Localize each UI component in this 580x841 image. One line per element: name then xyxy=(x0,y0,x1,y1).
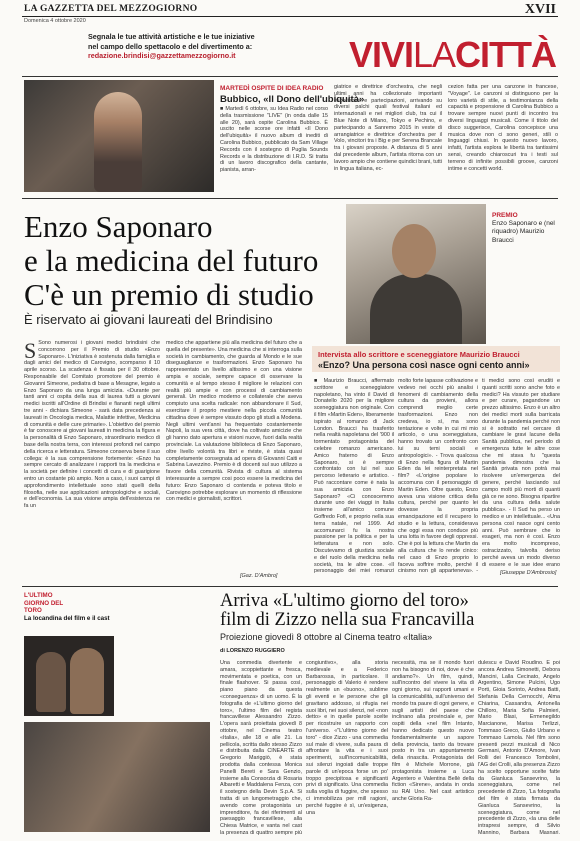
singer-figure xyxy=(94,92,142,192)
section-title-a: VIVI xyxy=(348,34,413,75)
sidebar-kicker-2: GIORNO DEL xyxy=(24,599,64,607)
poster-figure-2 xyxy=(70,648,104,714)
header-rule xyxy=(22,16,558,17)
newspaper-masthead: LA GAZZETTA DEL MEZZOGIORNO xyxy=(24,4,198,14)
cast-photo xyxy=(24,722,210,832)
interview-column-2: molto forte lapasse coltivazione e vedevo nei occhi più analisi i fenomeni di cambiamento della cultura da provieni, allora comprendi meglio certe trasformazioni. Enzo non credeva, io sì, ma sono tentazione e volte in cui mi mio articolo, o una sceneggiatura, hanno trovato un confronto con lui su temi sociali e antropologici». - Trova qualcosa di Enzo nella figura di Martin Eden da lei reinterpretata nel film? «L'origine popolare lo accomuna con il personaggio di Martin Eden. Oltre questo, Enzo aveva una visione critica della cultura, perché per quanto lei dovesse la propria emancipazione ed il recupero lo studio e la lettura, considerava che oggi essa non conduce più una lotta in favore degli oppressi. Che è poi la lettura che Martin da alla cultura che lo rende cinico: nel caso di Enzo proprio lo faceva soffrire molto, perché il cinismo non gli apparteneva». - xyxy=(398,378,478,574)
section-title xyxy=(349,34,556,76)
film-headline-line-1: Arriva «L'ultimo giorno del toro» xyxy=(220,591,469,611)
contact-line-1: Segnala le tue attività artistiche e le tue iniziative xyxy=(88,32,255,41)
contact-box xyxy=(88,32,278,61)
braucci-photo xyxy=(346,204,486,344)
photo-caption xyxy=(492,212,560,245)
page-date: Domenica 4 ottobre 2020 xyxy=(24,18,86,24)
section-title-c: CITTÀ xyxy=(455,34,556,75)
top-story-rule xyxy=(22,198,558,199)
film-column-3: necessità, ma se il mondo fuori non ha bisogno di noi, dove è che andiamo?». Un film, quindi, sull'incontro del vivere la vita di ogni giorno, sui rapporti umani e la comunicabilità, sull'universo del mondo tra paure di ogni genere, e sugli artisti del paese che inclinano alla provinciale e, per ospiti della «nel film Intanto, hanno dedicato questo nuovo fondamentalmente un sapore della provincia, tanto da trovare posto in tra un appuntamento della rinascita. Protagonista del film è Michele Morrone, già protagonista insieme a Luca Argentero e Valentina Bellè della fiction «Sirene», andata in onda su RAI Uno. Nel cast artistico anche Gloria Ra- xyxy=(392,660,474,802)
film-poster xyxy=(24,636,114,716)
main-headline-line-3: C'è un premio di studio xyxy=(24,277,314,312)
main-story-column-1 xyxy=(24,340,160,580)
film-sidebar-caption xyxy=(24,592,114,622)
film-headline-line-2: film di Zizzo nella sua Francavilla xyxy=(220,610,475,630)
main-story-signature: [Gaz. D'Ambro] xyxy=(240,573,278,579)
photo-head xyxy=(392,224,436,278)
main-subhead: È riservato ai giovani laureati del Brindisino xyxy=(24,312,273,327)
interview-headline: «Enzo? Una persona così nasce ogni cento anni» xyxy=(318,360,530,370)
top-story-kicker: MARTEDÌ OSPITE DI IDEA RADIO xyxy=(220,85,324,92)
top-story-headline: Bubbico, «Il Dono dell'ubiquità» xyxy=(220,94,365,105)
film-column-4: dulescu e David Roudino. E poi ancora Andrea Simonetti, Debora Mancini, Lalla Cecinato, Angelo Argentino, Simone Pulcini, Ugo Porti, Gioia Sorinto, Andrea Batti, Stefania Della Cernocchi, Alma Chiarina, Cassandra, Antonella Chilloro, Maria Sofia Palmieri, Mario Blasi, Ermenegildo Marcianone, Marisa Terlizzi, Tommaso Greco, Giulio Urbano e Tommaso Lamola. Nel film sono presenti pezzi musicali di Nico Germani, Antonio D'Amore, Ivan Rolli dei Francesco Tombolini, l'AG dei Crolli, alla presenza Zizzo ha scelto opportune scelte fatte da Gianluca Sansevrino, la sceneggiatura, come nel precedente di Zizzo, 'La fotografia del film è stata firmata da Gianluca Sansevrino, la sceneggiatura, come nel precedente di Zizzo, «la una delle intrapresi sempre, di Silvio Mannino, Barbara Masnari. xyxy=(478,660,560,836)
drop-cap: S xyxy=(24,340,37,363)
main-headline xyxy=(24,210,344,312)
poster-figure-1 xyxy=(36,652,66,712)
main-story-column-1-text: Sono numerosi i giovani medici brindisini che concorrono per il Premio di studio «Enzo Saponaro». L'iniziativa è sostenuta dalla famiglia e dagli amici del medico di Carovigno, scomparso il 10 aprile scorso. La scadenza è fissata per il 30 ottobre. Responsabile del Comitato promotore del premio è Giovanni Simeone, pediatra di base a Mesagne, legato a Enzo Saponaro da una lunga amicizia. «Durante per tanti anni ci ospita della sua di laurea tutti a giovani medici iscritti all'Ordine di Brindisi e fiananti negli ultimi tre anni - dichiara Simeone - sarà data precedenza ai laureati in Oncologia medica, Malattie infettive, Medicina di comunità e delle cure primarie». L'obiettivo del premio è far conoscere ai giovani laureati in medicina la figura e la personalità di Enzo Saponaro, straordinario medico di base della nostra terra, con interessi profondi nel campo della ricerca e letteratura. Simeone conserva bene il suo collega: è la sua comprensione fortemente: «Enzo ha sempre cercato di analizzare i rapporti tra la medicina e la società per definire i concetti di cura e di guarigione entro un costante più ampio. Non a caso, i suoi campi di approfondimento intellettuale sono stati quelli della filosofia, nelle sue applicazioni antropologiche e sociali, e dell'economia. La sua visione ampia dell'esistenza ne fa un xyxy=(24,340,160,510)
photo-caption-kicker: PREMIO xyxy=(492,212,518,219)
film-headline xyxy=(220,592,560,630)
top-story-column-2: giatrice e direttrice d'orchestra, che negli ultimi anni ha collezionato importanti esperienze e partecipazioni, arrivando su diversi palchi quali festival italiani ed internazionali e nei migliori club, tra cui il Blue Note di Milano, Tokyo e Pechino, e partecipando a Sanremo 2015 in veste di arrangiatrice e direttrice d'orchestra per il Volo, vincitori tra i Big e per Serena Brancale tra i giovani proposte. A distanza di 5 anni dal precedente album, l'artista ritorna con un lavoro ampio che contiene quindici brani, tutti in lingua italiana, ec- xyxy=(334,84,442,172)
interview-column-3: ti medici sono così eruditi e quanti scritti sono anche foto e medici? Ha vissuto per studiare e per curare, pagandone un prezzo altissimo. Enzo è un altro dei medici morti sulla barricata durante la pandemia perché non si è sottratto nel cercare di cambiare le gravi lacune della Sanità pubblica, nel periodo di emergenza tutte le altre cose che mi stava fu "questa pandemia dimostra che la Sanità privata non potrà mai risolvere un'emergenza del genere, perché lasciando sul campo molti più morti di quanti già ce ne sono. Bisogna ripartire da una cultura della salute pubblica». - Il Sud ha perso un medico e un intellettuale... «Una persona così nasce ogni cento anni. Può sembrare che io esageri, ma non è così. Enzo era molto incompreso, ostracizzato, talvolta deriso perché aveva un modo diverso di essere e le sue idee erano xyxy=(482,378,560,566)
interview-column-1: ■ Maurizio Braucci, affermato scrittore e sceneggiatore napoletano, ha vinto il David di Donatello 2020 per la migliore sceneggiatura non originale. Con il film «Martin Eden», liberamente ispirato al romanzo di Jack London. Braucci ha trasferito nella realtà napoletana del '900 il tormentato protagonista del celebre romanzo americano. Amico fraterno di Enzo Saponaro, si è sempre confrontato con lui nel suo percorso letterario e artistico. - Può raccontare come è nata la sua amicizia con Enzo Saponaro? «Ci conoscemmo durante uno dei viaggi in Italia insieme all'amico comune Goffredo Fofi, e proprio nella sua terra natale, nel 1999. Ad accomunarci fu la nostra passione per la politica e per la letteratura e non solo. Discutevamo di giustizia sociale e del ruolo della medicina nella società, tra le altre cose. «Il personaggio dei miei romanzi xyxy=(314,378,394,574)
photo-body xyxy=(370,274,462,344)
contact-line-2: nel campo dello spettacolo e del divertimento a: xyxy=(88,41,253,51)
sidebar-kicker-3: TORO xyxy=(24,607,42,614)
interview-signature: [Giuseppe D'Ambrosio] xyxy=(500,570,557,576)
film-subhead: Proiezione giovedì 8 ottobre al Cinema teatro «Italia» xyxy=(220,632,433,642)
bottom-rule xyxy=(22,586,558,587)
section-title-b: LA xyxy=(412,34,456,75)
main-headline-line-1: Enzo Saponaro xyxy=(24,209,213,244)
section-rule xyxy=(22,76,558,77)
interview-kicker: Intervista allo scrittore e sceneggiatore Maurizio Braucci xyxy=(318,350,520,359)
sidebar-cap: La locandina del film e il cast xyxy=(24,614,110,622)
page-number: XVII xyxy=(524,2,556,17)
sidebar-kicker-1: L'ULTIMO xyxy=(24,592,53,599)
film-column-1: Una commedia divertente e amara, scoppiettante e fresca, movimentata e poetica, con un finale flashover. Si passa così, piano piano da questa «conseguenza» di un uomo. È la fotografia de «L'ultimo giorno del toro», l'ultimo film del regista francavillese Alessandro Zizzo. L'opera sarà proiettata giovedì 8 ottobre, nel Cinema teatro «Italia», alle 18 e alle 21. La pellicola, scritta dallo stesso Zizzo e distribuita dalla CINEARTE di Gregorio Mariggiò, è stata prodotta dalla contessa Monica Panelli Bereti e Sara Genzio, insieme alla Consorzia di Rosaria Albaretti e Maddalena Fenza, con il sostegno della Devin S.p.A. Si tratta di un lungometraggio che, avendo come protagonista un imprenditore, fa dei riferimenti al paesaggio francavillese, alla Chiesa Matrice, e vanta nel cast la presenza di quattro sempre più xyxy=(220,660,302,836)
main-story-column-2: medico che appartiene più alla medicina del futuro che a quella del presente». Una medicina che si interroga sulla società in cambiamento, che guarda al Mondo e le sue diseguaglianze e trasformazioni. Enzo Saponaro ha rappresentato un livello altissimo e con una visione ampia e sociale, sempre capace di osservare la comunità e al tempo stesso il migliore le relazioni con realtà più ampie e con processi di cambiamento generali. Un medico moderno e collaterale che aveva compiuto una scelta radicale: non abbandonare il Sud, esercitare il proprio mestiere nella piccola comunità cittadina dove è sempre vissuto dopo gli studi a Modena. Negli ultimi vent'anni ha frequentato costantemente Napoli, la sua vera città, dove ha coltivato amicizie che gli hanno dato apertura e visioni nuove, fuori dalla realtà provinciale. La valutazione biblioteca di Enzo Saponaro, oltre livello volontà tra libri e riviste, è stata quasi completamente consegnata ad opera di Giovanni Caiti e Sabrina Lavezzino. Premio è di docenti sul suo utilizzo a favore della comunità. Rivista di cultura al sistema interessante a sempre cosi poco essere la medicina del futuro: Enzo Saponaro ci contenda e poteva titolo e Carovigno potrebbe esplorare un momento di riflessione con medici e giornalisti, scrittori. xyxy=(166,340,302,503)
top-story-column-3: cezion fatta per una canzone in francese, "Voyage". Le canzoni si distinguono per la loro varietà di stile, a testimonianza della capacità e propensione di Carolina Bubbico a trovare sempre nuovi punti di incontro tra diversi linguaggi musicali. Come il titolo del disco suggerisce, Carolina concepisce una musica dove non ci sono generi, stili o linguaggi chiusi. In questo nuovo lavoro, infatti, l'artista esplora le libertà tra tantissimi sensi, creando chiaroscuri tra i testi sul terreno di infinite possibili groove, canzoni intime e concetti world. xyxy=(448,84,558,172)
photo-caption-text: Enzo Saponaro e (nel riquadro) Maurizio Braucci xyxy=(492,220,555,244)
contact-email[interactable]: redazione.brindisi@gazzettamezzogiorno.it xyxy=(88,51,236,60)
top-story-column-1: ■ Martedì 6 ottobre, su Idea Radio nel corso della trasmissione "LIVE" (in onda dalle 15 alle 20), sarà ospite Carolina Bubbico. È uscito nelle scorse ore infatti «Il Dono dell'ubiquità» il nuovo album di inediti di Carolina Bubbico, pubblicato da Sam Village Records con il sostegno di Puglia Sounds Records e la distribuzione di I.R.D. Si tratta di un lavoro discografico della cantante, pianista, arran- xyxy=(220,106,328,174)
main-headline-line-2: e la medicina del futuro xyxy=(24,243,319,278)
film-byline: di LORENZO RUGGIERO xyxy=(220,648,285,654)
film-column-2: congiuntivo», alla storia medievale e a Federico Barbarossa, in particolare. Il personaggio di Valerio è rendere realmente un «buono», sublime gli eventi e le persone che gli gravitano addosso, si rifugia nei suoi libri, nei suoi silenzi, nel «non detto» e in quelle parole scelte per ricostruire un rapporto con l'universo. «"L'ultimo giorno del toro" - dice Zizzo - una commedia sul male di vivere, sulla paura di affrontare la vita e i suoi sperimenti, sull'incomunicabilità, sui silenzi ingoiati dalle troppe parole di un'epoca forse un po' troppo precipitosa e significanti privi di significato. Una commedia sulla voglia di fuggire, che spesso ci immobilizza per mill ragioni, perché fuggire è sì, un'esigenza, una xyxy=(306,660,388,816)
singer-photo xyxy=(24,80,214,192)
